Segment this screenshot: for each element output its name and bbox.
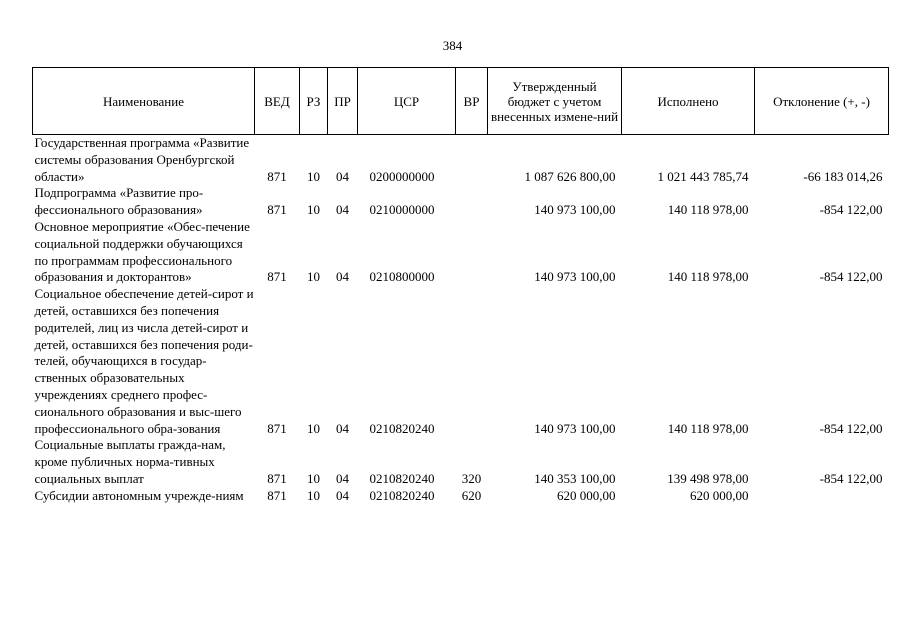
row-name: Подпрограмма «Развитие про-фессионального образования» (34, 185, 204, 218)
row-vr (456, 185, 488, 219)
row-ved: 871 (267, 168, 287, 184)
row-deviation: -854 122,00 (819, 202, 883, 218)
row-csr: 0210820240 (369, 487, 435, 503)
header-name: Наименование (33, 68, 255, 135)
row-executed: 139 498 978,00 (667, 470, 749, 486)
row-vr (456, 286, 488, 437)
row-budget: 140 973 100,00 (534, 202, 616, 218)
row-vr: 320 (461, 470, 482, 486)
row-name: Социальное обеспечение детей-сирот и детей, оставшихся без попечения родителей, лиц из числа детей-сирот и детей, оставшихся без попечения роди-телей, обучающихся в государ-ственных образовательных учреждениях среднего профес-сионального образования и выс-шего профессионального обра-зования (34, 286, 254, 436)
header-csr: ЦСР (358, 68, 456, 135)
row-executed: 140 118 978,00 (667, 420, 749, 436)
row-rz: 10 (307, 470, 320, 486)
table-header (33, 68, 889, 135)
table-row (33, 135, 889, 186)
row-vr (456, 219, 488, 286)
header-ved: ВЕД (255, 68, 300, 135)
table-row (33, 185, 889, 219)
row-pr: 04 (336, 269, 349, 285)
row-budget: 140 973 100,00 (534, 420, 616, 436)
row-budget: 140 973 100,00 (534, 269, 616, 285)
row-ved: 871 (267, 420, 287, 436)
row-budget: 140 353 100,00 (534, 470, 616, 486)
row-rz: 10 (307, 202, 320, 218)
row-executed: 620 000,00 (690, 487, 749, 503)
row-csr: 0200000000 (369, 168, 435, 184)
table-row (33, 488, 889, 505)
row-rz: 10 (307, 420, 320, 436)
row-deviation (755, 488, 889, 505)
row-csr: 0210800000 (369, 269, 435, 285)
row-deviation: -854 122,00 (819, 470, 883, 486)
row-name: Основное мероприятие «Обес-печение социальной поддержки обучающихся по программам профессионального образования и докторантов» (34, 218, 250, 285)
row-csr: 0210820240 (369, 470, 435, 486)
row-executed: 140 118 978,00 (667, 202, 749, 218)
table-row (33, 286, 889, 437)
row-ved: 871 (267, 269, 287, 285)
row-pr: 04 (336, 420, 349, 436)
row-pr: 04 (336, 470, 349, 486)
row-ved: 871 (267, 470, 287, 486)
row-rz: 10 (307, 487, 320, 503)
row-vr: 620 (461, 487, 482, 503)
budget-table (32, 67, 889, 505)
row-ved: 871 (267, 487, 287, 503)
table-row (33, 219, 889, 286)
row-csr: 0210820240 (369, 420, 435, 436)
row-deviation: -854 122,00 (819, 269, 883, 285)
header-deviation: Отклонение (+, -) (755, 68, 889, 135)
table-row (33, 437, 889, 487)
row-ved: 871 (267, 202, 287, 218)
table-body (33, 135, 889, 505)
row-name: Социальные выплаты гражда-нам, кроме публичных норма-тивных социальных выплат (34, 437, 226, 486)
header-budget: Утвержденный бюджет с учетом внесенных измене-ний (488, 68, 622, 135)
page-number: 384 (442, 38, 463, 53)
row-name: Государственная программа «Развитие системы образования Оренбургской области» (34, 135, 250, 184)
row-deviation: -854 122,00 (819, 420, 883, 436)
row-deviation: -66 183 014,26 (803, 168, 883, 184)
header-pr: ПР (328, 68, 358, 135)
row-rz: 10 (307, 168, 320, 184)
row-rz: 10 (307, 269, 320, 285)
row-vr (456, 135, 488, 186)
row-csr: 0210000000 (369, 202, 435, 218)
header-row (33, 68, 889, 135)
row-pr: 04 (336, 487, 349, 503)
header-rz: РЗ (300, 68, 328, 135)
row-name: Субсидии автономным учрежде-ниям (34, 487, 244, 503)
row-executed: 1 021 443 785,74 (657, 168, 749, 184)
row-executed: 140 118 978,00 (667, 269, 749, 285)
header-vr: ВР (456, 68, 488, 135)
row-pr: 04 (336, 202, 349, 218)
row-budget: 620 000,00 (557, 487, 616, 503)
header-executed: Исполнено (622, 68, 755, 135)
row-pr: 04 (336, 168, 349, 184)
row-budget: 1 087 626 800,00 (524, 168, 616, 184)
